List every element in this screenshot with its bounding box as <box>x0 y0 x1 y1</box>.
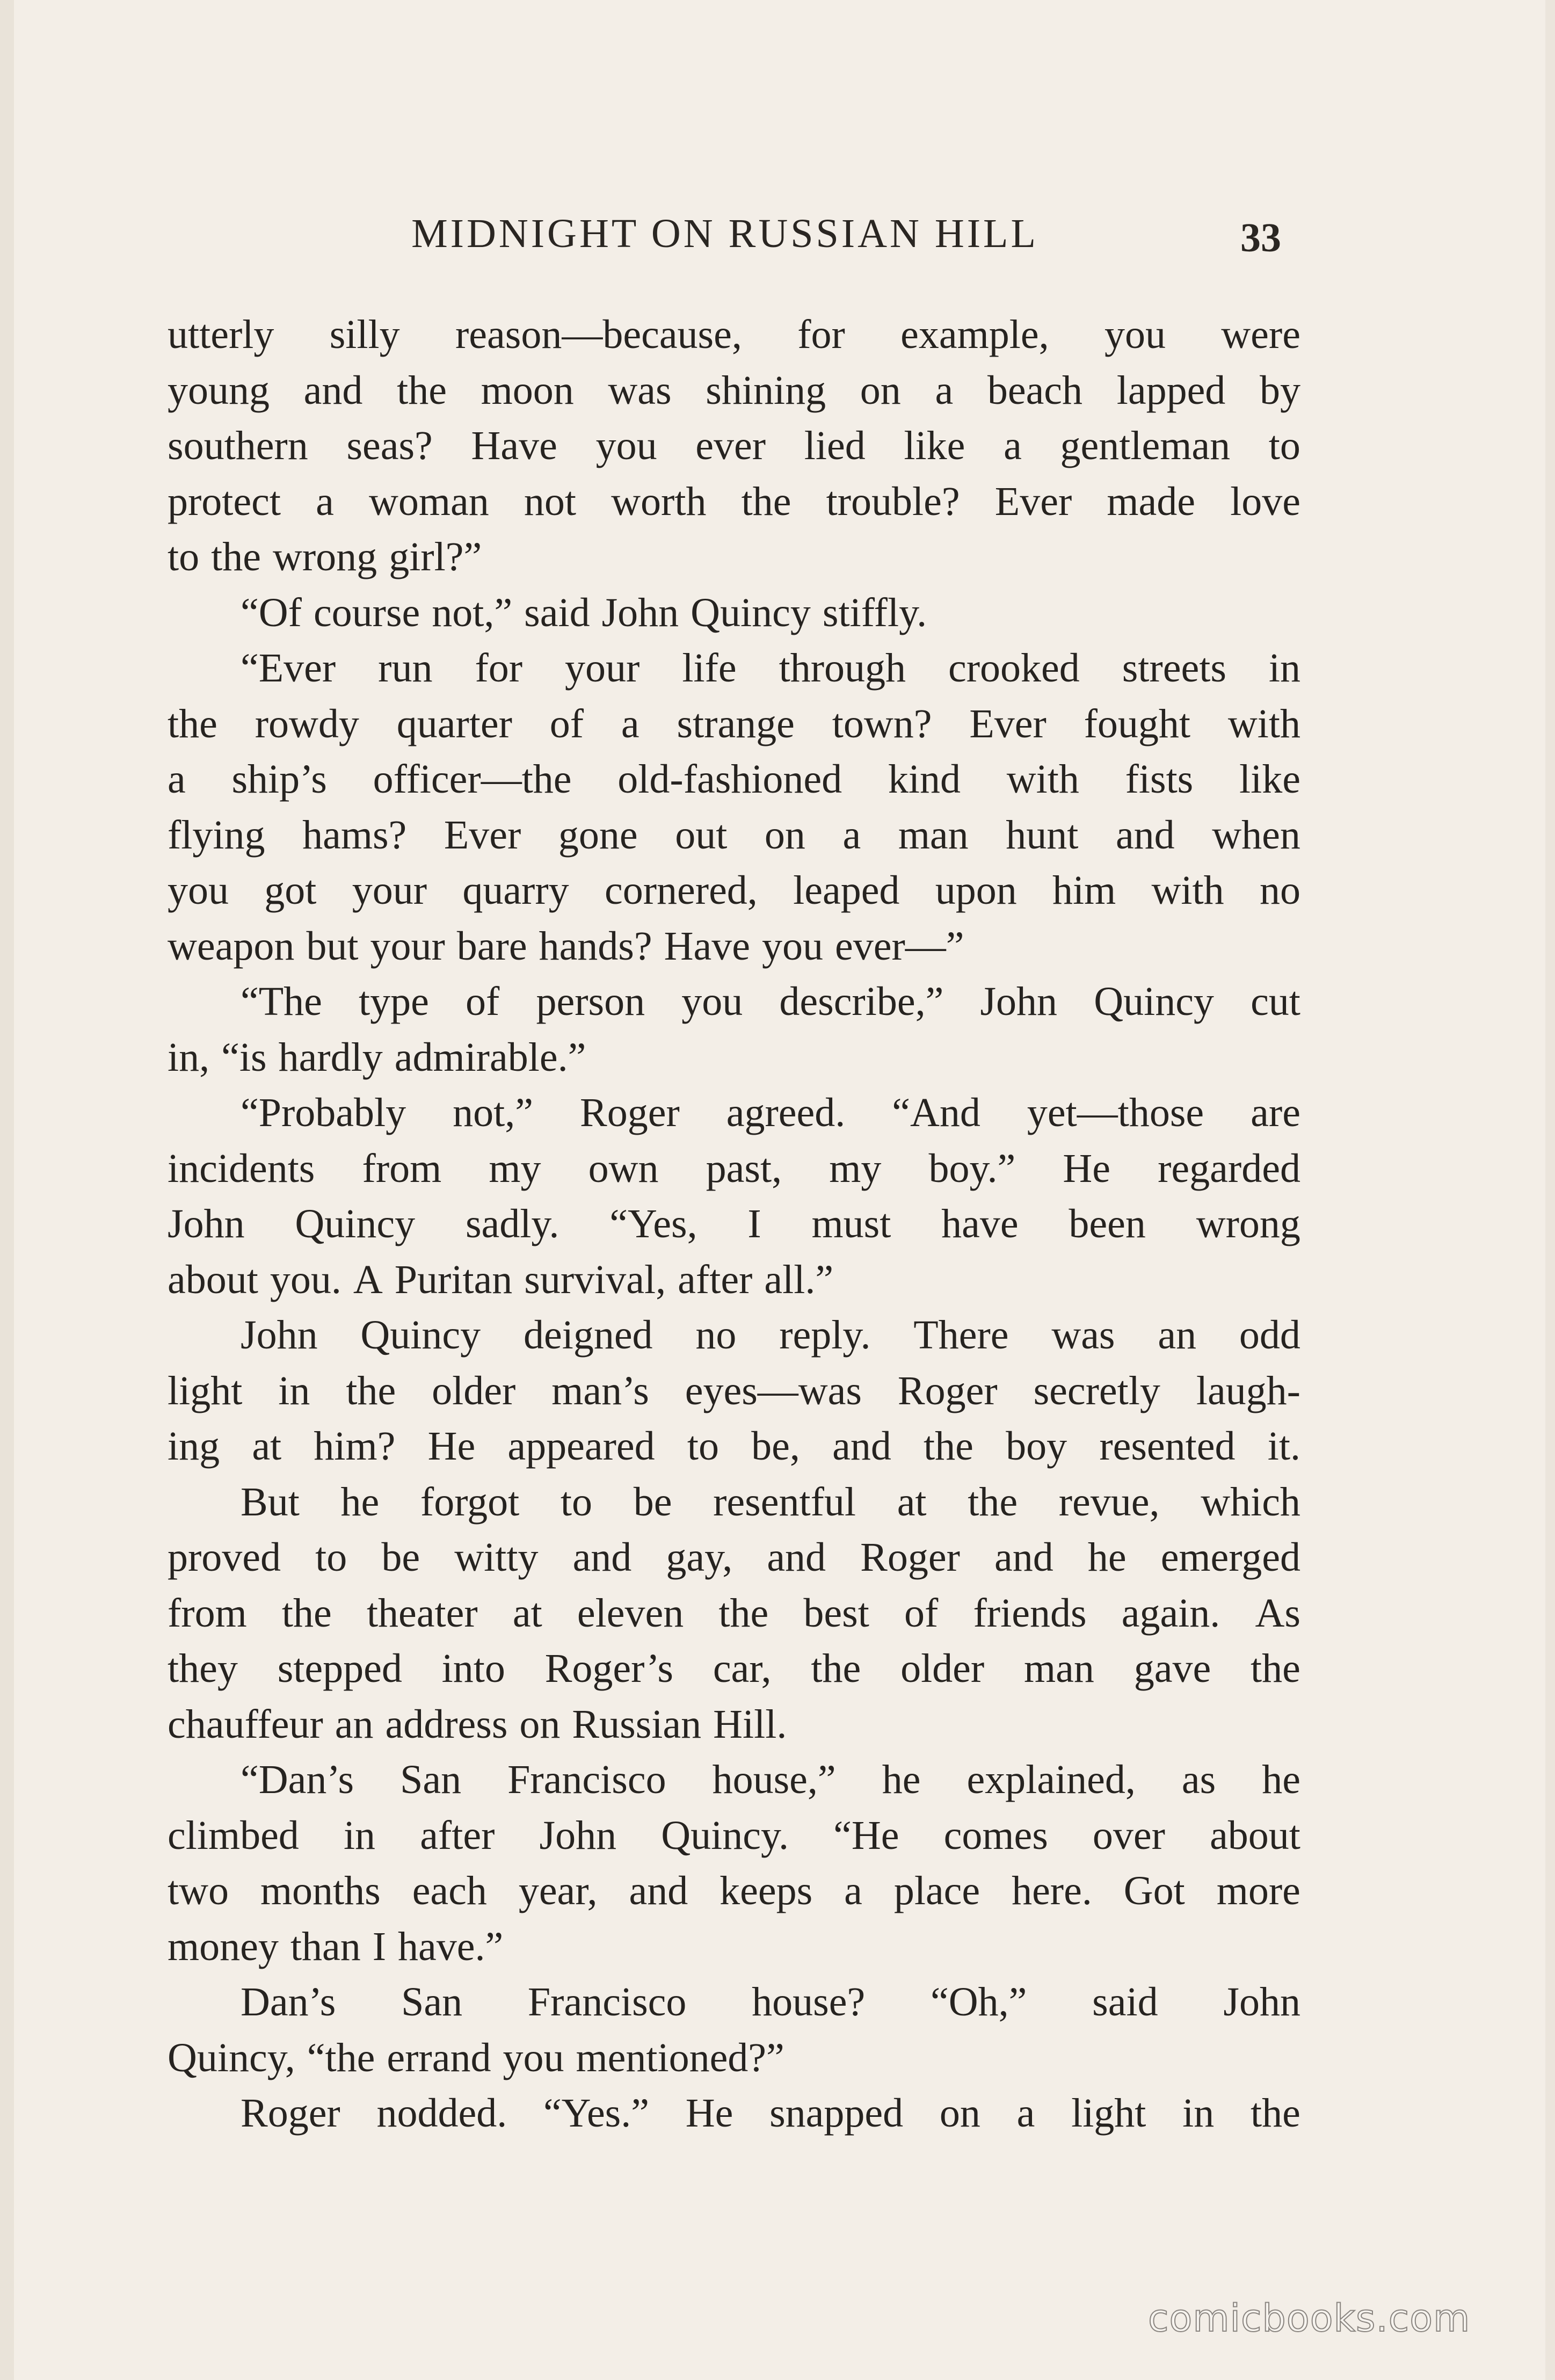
text-line: flying hams? Ever gone out on a man hunt and when <box>168 812 1300 858</box>
text-line: John Quincy sadly. “Yes, I must have been wrong <box>168 1201 1300 1246</box>
page-number: 33 <box>1240 215 1281 260</box>
text-line: proved to be witty and gay, and Roger and he emerged <box>168 1535 1300 1580</box>
page-right-edge <box>1545 0 1555 2380</box>
text-line: protect a woman not worth the trouble? Ever made love <box>168 478 1300 524</box>
text-line: utterly silly reason—because, for example, you were <box>168 312 1300 357</box>
text-line: southern seas? Have you ever lied like a gentleman to <box>168 423 1300 468</box>
watermark: comicbooks.com <box>1148 2296 1471 2340</box>
text-line: in, “is hardly admirable.” <box>168 1034 586 1080</box>
text-line: John Quincy deigned no reply. There was an odd <box>241 1312 1300 1358</box>
page-left-edge <box>0 0 14 2380</box>
text-line: “Of course not,” said John Quincy stiffly. <box>241 590 927 635</box>
text-line: “The type of person you describe,” John Quincy cut <box>241 979 1300 1024</box>
text-line: about you. A Puritan survival, after all.” <box>168 1257 834 1302</box>
text-line: money than I have.” <box>168 1924 504 1969</box>
text-line: Roger nodded. “Yes.” He snapped on a light in the <box>241 2091 1300 2136</box>
text-line: weapon but your bare hands? Have you ever—” <box>168 923 964 969</box>
body-text <box>168 307 1300 2142</box>
text-line: climbed in after John Quincy. “He comes over about <box>168 1812 1300 1858</box>
text-line: to the wrong girl?” <box>168 534 482 579</box>
text-line: Dan’s San Francisco house? “Oh,” said John <box>241 1979 1300 2025</box>
text-line: light in the older man’s eyes—was Roger secretly laugh- <box>168 1368 1300 1413</box>
text-line: “Ever run for your life through crooked streets in <box>241 645 1300 691</box>
text-line: ing at him? He appeared to be, and the boy resented it. <box>168 1424 1300 1469</box>
text-line: you got your quarry cornered, leaped upon him with no <box>168 868 1300 913</box>
text-line: they stepped into Roger’s car, the older man gave the <box>168 1646 1300 1691</box>
text-line: two months each year, and keeps a place here. Got more <box>168 1868 1300 1913</box>
text-line: “Dan’s San Francisco house,” he explained, as he <box>241 1757 1300 1802</box>
text-line: from the theater at eleven the best of friends again. As <box>168 1590 1300 1636</box>
text-line: But he forgot to be resentful at the revue, which <box>241 1479 1300 1525</box>
text-line: “Probably not,” Roger agreed. “And yet—those are <box>241 1090 1300 1135</box>
text-line: a ship’s officer—the old-fashioned kind with fists like <box>168 757 1300 802</box>
text-line: Quincy, “the errand you mentioned?” <box>168 2035 784 2080</box>
text-line: young and the moon was shining on a beach lapped by <box>168 367 1300 413</box>
text-line: the rowdy quarter of a strange town? Ever fought with <box>168 701 1300 746</box>
text-line: chauffeur an address on Russian Hill. <box>168 1701 787 1747</box>
text-line: incidents from my own past, my boy.” He regarded <box>168 1145 1300 1191</box>
running-header-title: MIDNIGHT ON RUSSIAN HILL <box>411 211 1038 256</box>
